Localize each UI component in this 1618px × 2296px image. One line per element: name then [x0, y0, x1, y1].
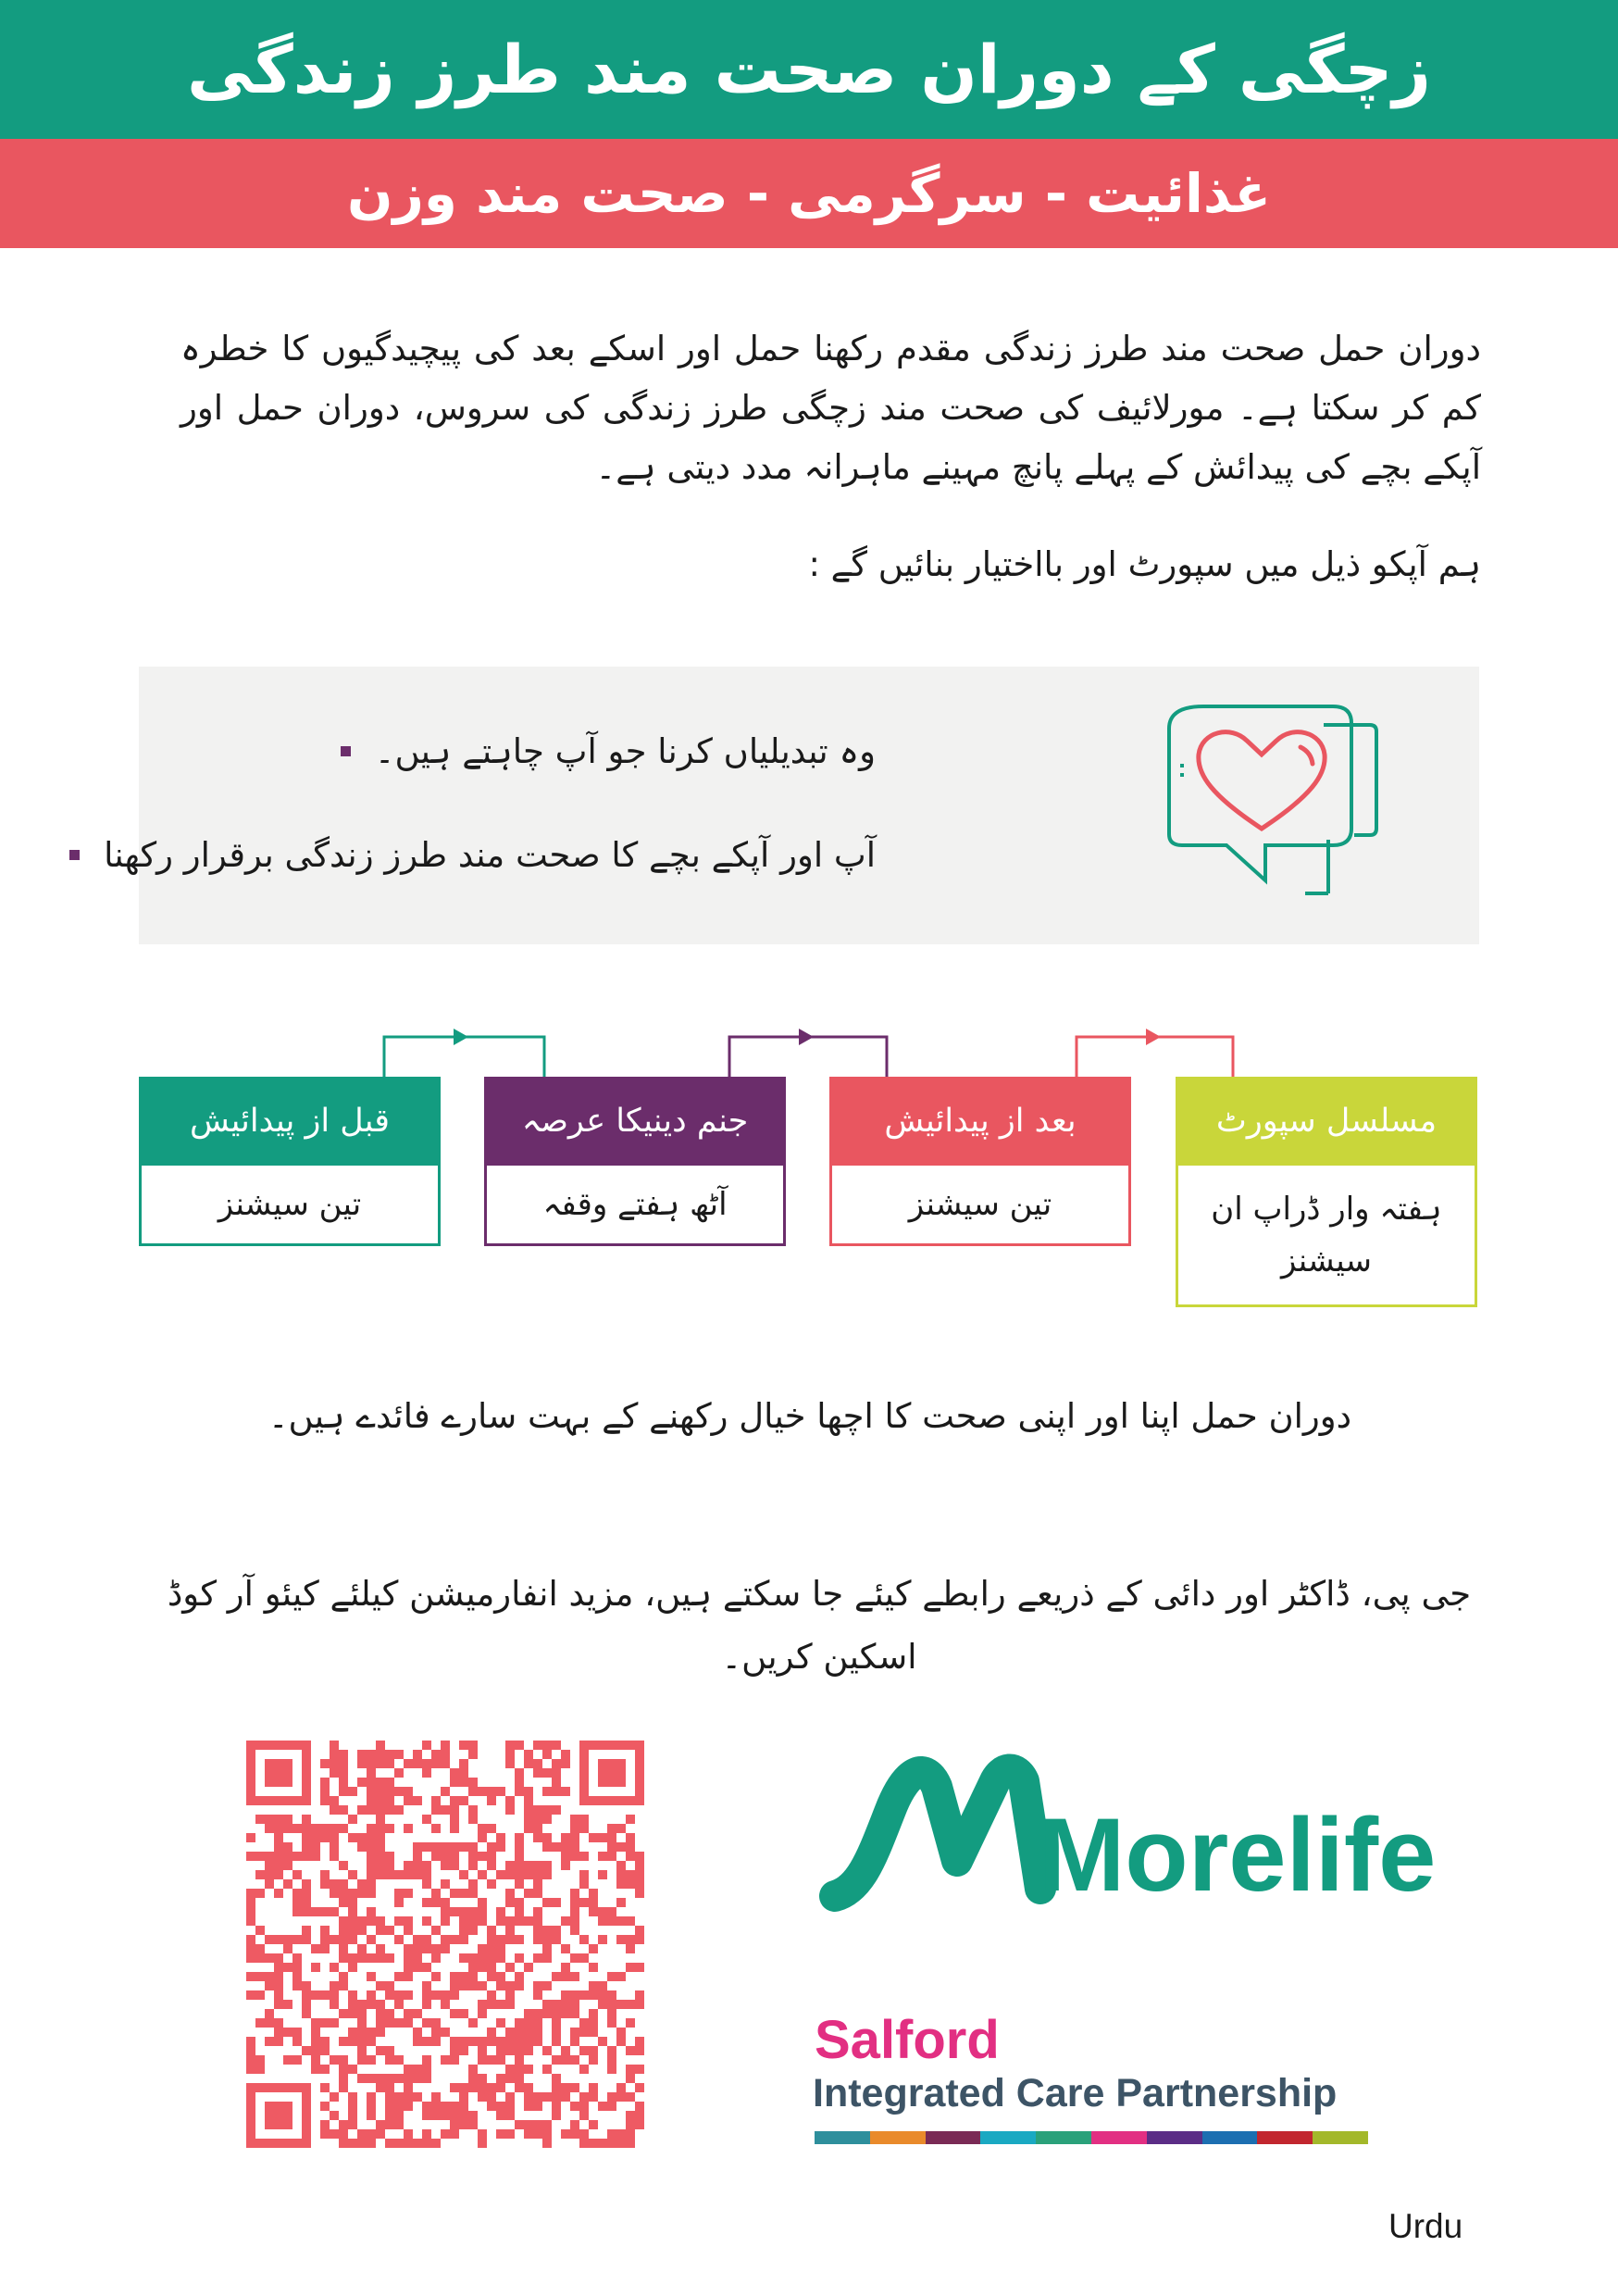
benefits-text: دوران حمل اپنا اور اپنی صحت کا اچھا خیال رکھنے کے بہت سارے فائدے ہیں۔: [268, 1396, 1352, 1436]
page-subtitle: غذائیت - سرگرمی - صحت مند وزن: [347, 162, 1271, 225]
language-label: Urdu: [1388, 2207, 1463, 2245]
subtitle-banner: [0, 139, 1618, 248]
colour-stripe: [815, 2131, 1368, 2144]
bullet-marker-icon: [69, 850, 80, 860]
list-item: [69, 835, 876, 875]
stripe-segment: [1202, 2131, 1258, 2144]
stripe-segment: [1257, 2131, 1313, 2144]
stage-title: جنم دینیکا عرصہ: [484, 1077, 786, 1166]
heart-chat-icon: [1162, 699, 1384, 917]
bullet-marker-icon: [341, 746, 351, 756]
stripe-segment: [980, 2131, 1036, 2144]
salford-logo-text: Salford: [815, 2010, 1000, 2070]
icp-logo-text: Integrated Care Partnership: [813, 2071, 1338, 2115]
stage-detail: آٹھ ہفتے وقفہ: [484, 1166, 786, 1246]
morelife-logo: [826, 1750, 1437, 1916]
stripe-segment: [1036, 2131, 1091, 2144]
lead-text: ہم آپکو ذیل میں سپورٹ اور بااختیار بنائیں گے :: [808, 544, 1481, 584]
stripe-segment: [1313, 2131, 1368, 2144]
stripe-segment: [870, 2131, 926, 2144]
stripe-segment: [1147, 2131, 1202, 2144]
list-item: [341, 731, 876, 771]
stage-detail: تین سیشنز: [139, 1166, 441, 1246]
stage-postnatal: [829, 1077, 1131, 1246]
bullet-text: وہ تبدیلیاں کرنا جو آپ چاہتے ہیں۔: [374, 731, 876, 771]
stage-detail: تین سیشنز: [829, 1166, 1131, 1246]
stripe-segment: [926, 2131, 981, 2144]
stage-birth-period: [484, 1077, 786, 1246]
contact-text: جی پی، ڈاکٹر اور دائی کے ذریعے رابطے کیئے جا سکتے ہیں، مزید انفارمیشن کیلئے کیئو آر کوڈ اسکین کریں۔: [167, 1574, 1472, 1677]
morelife-wordmark: Morelife: [1039, 1797, 1437, 1913]
stage-ongoing-support: [1176, 1077, 1477, 1307]
stripe-segment: [815, 2131, 870, 2144]
qr-code[interactable]: [246, 1741, 644, 2148]
bullet-text: آپ اور آپکے بچے کا صحت مند طرز زندگی برقرار رکھنا: [104, 835, 876, 875]
stripe-segment: [1091, 2131, 1147, 2144]
stage-detail: ہفتہ وار ڈراپ ان سیشنز: [1176, 1166, 1477, 1307]
stage-title: مسلسل سپورٹ: [1176, 1077, 1477, 1166]
stage-antenatal: [139, 1077, 441, 1246]
intro-paragraph: دوران حمل صحت مند طرز زندگی مقدم رکھنا حمل اور اسکے بعد کی پیچیدگیوں کا خطرہ کم کر سکتا ہے۔ مورلائیف کی صحت مند زچگی طرز زندگی کی سروس، دوران حمل اور آپکے بچے کی پیدائش کے پہلے پانچ مہینے ماہرانہ مدد دیتی ہے۔: [180, 329, 1481, 487]
stage-title: بعد از پیدائیش: [829, 1077, 1131, 1166]
page-title: زچگی کے دوران صحت مند طرز زندگی: [187, 31, 1431, 108]
title-banner: [0, 0, 1618, 139]
stage-title: قبل از پیدائیش: [139, 1077, 441, 1166]
